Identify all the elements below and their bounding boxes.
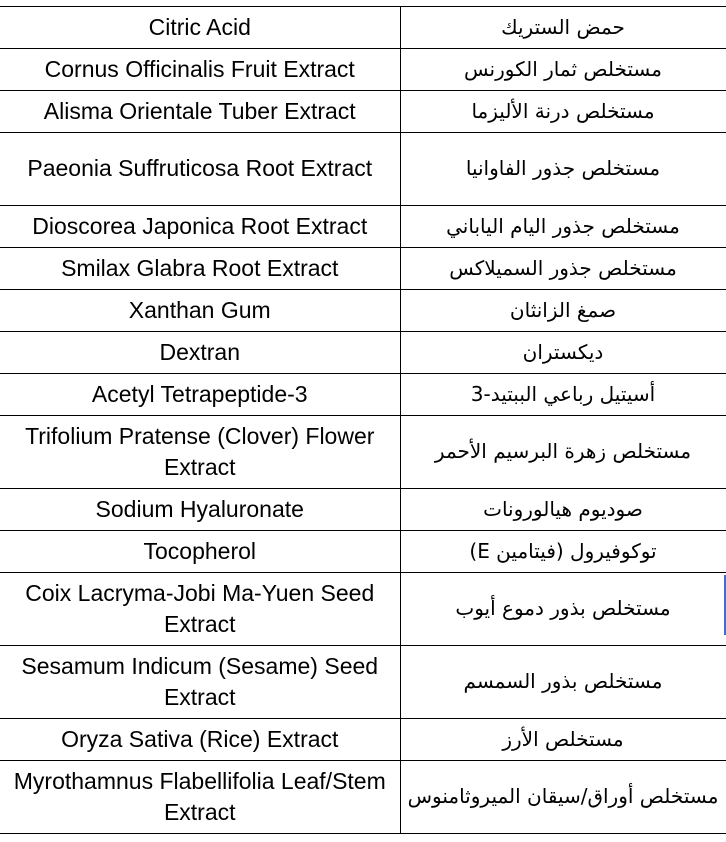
table-row: [0, 719, 726, 761]
ingredient-arabic-name: ديكستران: [400, 332, 726, 374]
ingredient-english-name: Alisma Orientale Tuber Extract: [0, 91, 400, 133]
ingredient-english-name: Dioscorea Japonica Root Extract: [0, 206, 400, 248]
ingredient-arabic-name: حمض الستريك: [400, 7, 726, 49]
ingredients-table: [0, 6, 726, 834]
ingredient-arabic-name: مستخلص بذور السمسم: [400, 646, 726, 719]
ingredient-arabic-name: مستخلص زهرة البرسيم الأحمر: [400, 416, 726, 489]
ingredient-english-name: Cornus Officinalis Fruit Extract: [0, 49, 400, 91]
table-row: [0, 374, 726, 416]
ingredient-english-name: Tocopherol: [0, 531, 400, 573]
ingredient-arabic-name: توكوفيرول (فيتامين E): [400, 531, 726, 573]
table-row: [0, 531, 726, 573]
ingredient-arabic-name: مستخلص الأرز: [400, 719, 726, 761]
ingredient-arabic-name: مستخلص جذور اليام الياباني: [400, 206, 726, 248]
ingredient-arabic-name: مستخلص درنة الأليزما: [400, 91, 726, 133]
table-row: [0, 332, 726, 374]
ingredient-english-name: Dextran: [0, 332, 400, 374]
ingredient-english-name: Acetyl Tetrapeptide-3: [0, 374, 400, 416]
table-row: [0, 91, 726, 133]
ingredient-english-name: Trifolium Pratense (Clover) Flower Extract: [0, 416, 400, 489]
ingredient-arabic-name: مستخلص أوراق/سيقان الميروثامنوس: [400, 761, 726, 834]
ingredient-arabic-name: مستخلص بذور دموع أيوب: [400, 573, 726, 646]
table-row: [0, 49, 726, 91]
ingredient-arabic-name: مستخلص جذور السميلاكس: [400, 248, 726, 290]
ingredient-english-name: Sodium Hyaluronate: [0, 489, 400, 531]
ingredients-table-wrapper: [0, 6, 726, 834]
table-row: [0, 133, 726, 206]
ingredient-arabic-name: صوديوم هيالورونات: [400, 489, 726, 531]
ingredient-english-name: Paeonia Suffruticosa Root Extract: [0, 133, 400, 206]
table-row: [0, 7, 726, 49]
ingredient-english-name: Citric Acid: [0, 7, 400, 49]
ingredient-arabic-name: مستخلص جذور الفاوانيا: [400, 133, 726, 206]
ingredient-arabic-name: أسيتيل رباعي الببتيد-3: [400, 374, 726, 416]
ingredient-english-name: Smilax Glabra Root Extract: [0, 248, 400, 290]
ingredient-arabic-name: صمغ الزانثان: [400, 290, 726, 332]
table-row: [0, 646, 726, 719]
table-row: [0, 489, 726, 531]
ingredient-arabic-name: مستخلص ثمار الكورنس: [400, 49, 726, 91]
table-row: [0, 206, 726, 248]
table-row: [0, 290, 726, 332]
table-row: [0, 248, 726, 290]
ingredient-english-name: Xanthan Gum: [0, 290, 400, 332]
ingredient-english-name: Oryza Sativa (Rice) Extract: [0, 719, 400, 761]
ingredient-english-name: Myrothamnus Flabellifolia Leaf/Stem Extract: [0, 761, 400, 834]
table-row: [0, 761, 726, 834]
table-row: [0, 416, 726, 489]
ingredient-english-name: Sesamum Indicum (Sesame) Seed Extract: [0, 646, 400, 719]
ingredient-english-name: Coix Lacryma-Jobi Ma-Yuen Seed Extract: [0, 573, 400, 646]
table-row: [0, 573, 726, 646]
